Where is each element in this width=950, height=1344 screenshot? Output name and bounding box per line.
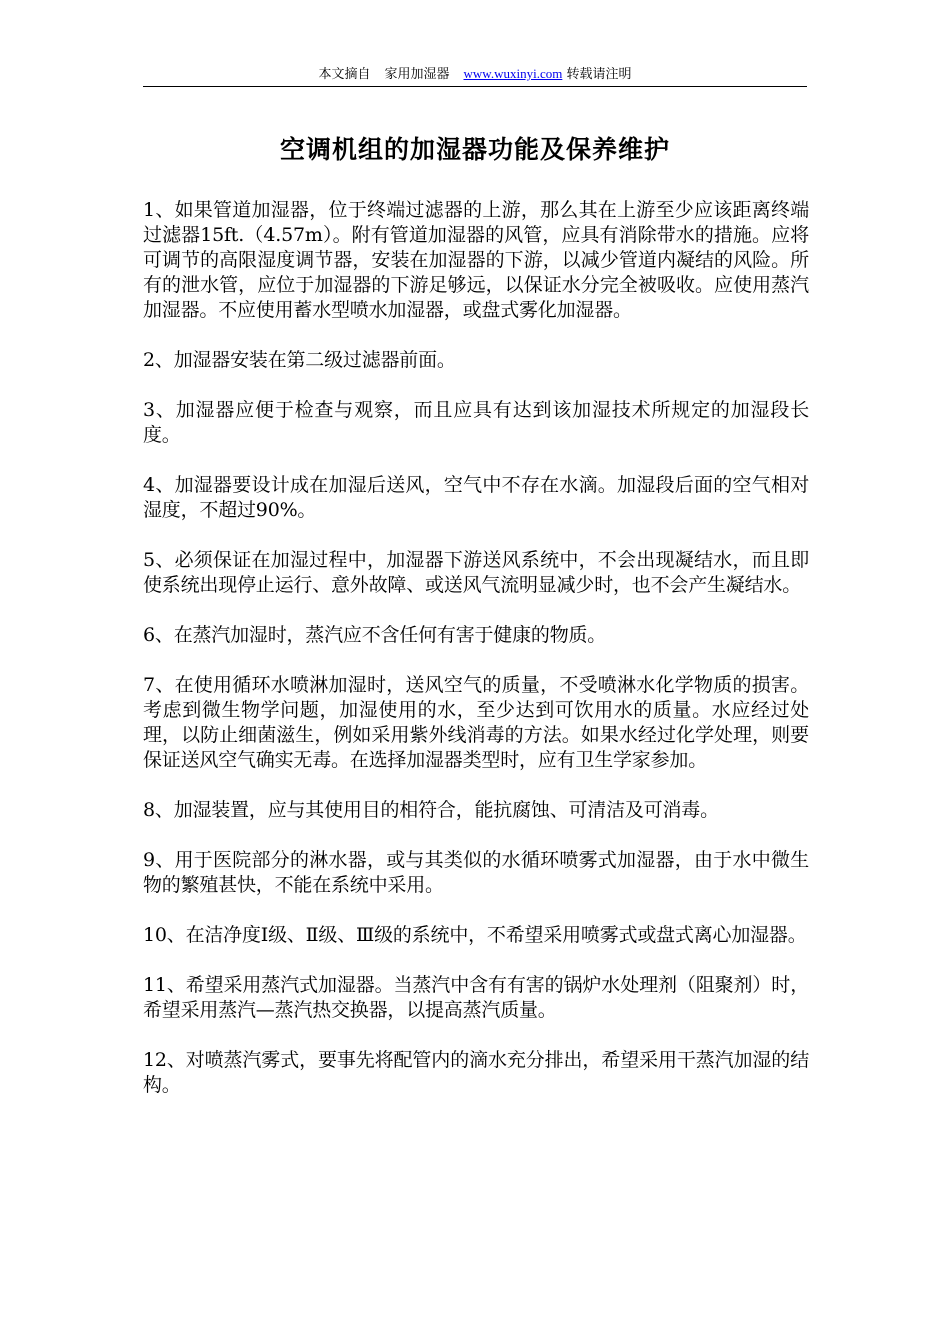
paragraph-8: 8、加湿装置，应与其使用目的相符合，能抗腐蚀、可清洁及可消毒。 <box>143 799 719 821</box>
paragraph-6: 6、在蒸汽加湿时，蒸汽应不含任何有害于健康的物质。 <box>143 624 607 646</box>
paragraph-12: 12、对喷蒸汽雾式，要事先将配管内的滴水充分排出，希望采用干蒸汽加湿的结构。 <box>143 1049 809 1096</box>
paragraph-3: 3、加湿器应便于检查与观察，而且应具有达到该加湿技术所规定的加湿段长度。 <box>143 399 809 446</box>
document-title: 空调机组的加湿器功能及保养维护 <box>279 135 670 164</box>
document-body <box>143 198 809 1123</box>
header-reprint-note: 转载请注明 <box>566 67 632 82</box>
header-site-link[interactable]: www.wuxinyi.com <box>463 66 563 81</box>
paragraph-4: 4、加湿器要设计成在加湿后送风，空气中不存在水滴。加湿段后面的空气相对湿度，不超过90%。 <box>143 474 809 521</box>
header-site-name: 家用加湿器 <box>384 67 450 82</box>
paragraph-5: 5、必须保证在加湿过程中，加湿器下游送风系统中，不会出现凝结水，而且即使系统出现停止运行、意外故障、或送风气流明显减少时，也不会产生凝结水。 <box>143 549 809 596</box>
paragraph-1: 1、如果管道加湿器，位于终端过滤器的上游，那么其在上游至少应该距离终端过滤器15ft.（4.57m）。附有管道加湿器的风管，应具有消除带水的措施。应将可调节的高限湿度调节器，安装在加湿器的下游，以减少管道内凝结的风险。所有的泄水管，应位于加湿器的下游足够远，以保证水分完全被吸收。应使用蒸汽加湿器。不应使用蓄水型喷水加湿器，或盘式雾化加湿器。 <box>143 199 809 321</box>
paragraph-9: 9、用于医院部分的淋水器，或与其类似的水循环喷雾式加湿器，由于水中微生物的繁殖甚快，不能在系统中采用。 <box>143 849 809 896</box>
paragraph-10: 10、在洁净度Ⅰ级、Ⅱ级、Ⅲ级的系统中，不希望采用喷雾式或盘式离心加湿器。 <box>143 924 807 946</box>
paragraph-2: 2、加湿器安装在第二级过滤器前面。 <box>143 349 456 371</box>
page-header <box>143 64 807 87</box>
header-source-prefix: 本文摘自 <box>318 67 371 82</box>
paragraph-11: 11、希望采用蒸汽式加湿器。当蒸汽中含有有害的锅炉水处理剂（阻聚剂）时，希望采用蒸汽—蒸汽热交换器，以提高蒸汽质量。 <box>143 974 809 1021</box>
paragraph-7: 7、在使用循环水喷淋加湿时，送风空气的质量，不受喷淋水化学物质的损害。考虑到微生物学问题，加湿使用的水，至少达到可饮用水的质量。水应经过处理，以防止细菌滋生，例如采用紫外线消毒的方法。如果水经过化学处理，则要保证送风空气确实无毒。在选择加湿器类型时，应有卫生学家参加。 <box>143 674 809 771</box>
